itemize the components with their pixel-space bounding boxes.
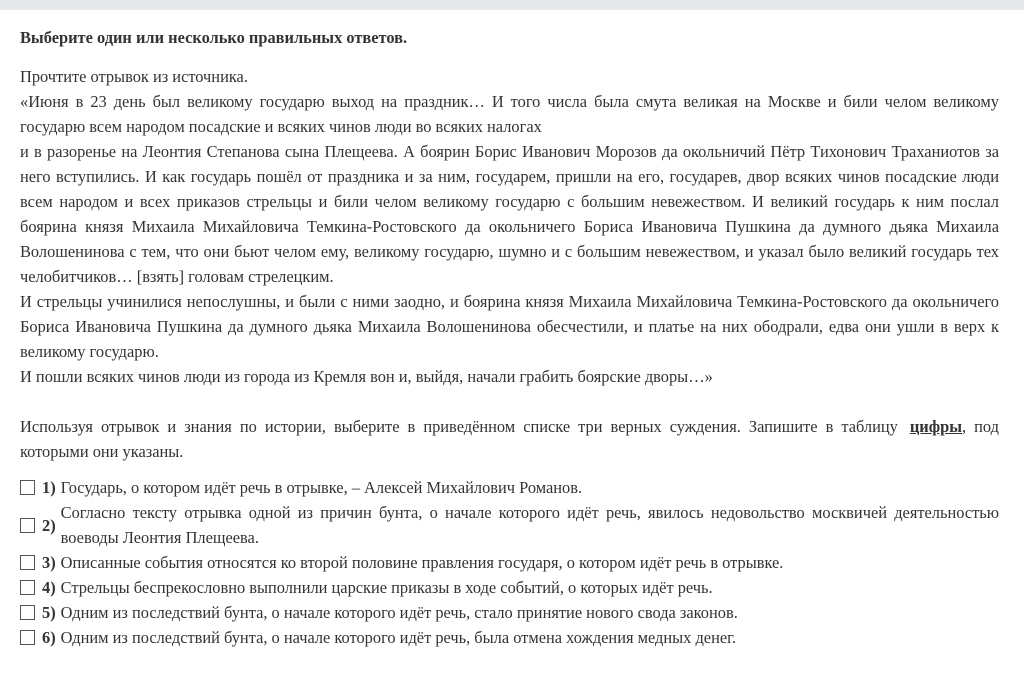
source-intro: Прочтите отрывок из источника. [20, 67, 248, 86]
option-4-number: 4) [42, 578, 56, 597]
option-3-text: Описанные события относятся ко второй половине правления государя, о котором идёт речь в отрывке. [60, 553, 784, 572]
option-4-checkbox[interactable] [20, 580, 35, 595]
option-2-text: Согласно тексту отрывка одной из причин бунта, о начале которого идёт речь, явилось недовольство москвичей деятельностью воеводы Леонтия Плещеева. [60, 503, 999, 547]
source-paragraph-4: И пошли всяких чинов люди из города из Кремля вон и, выйдя, начали грабить боярские дворы…» [20, 367, 713, 386]
option-4-text: Стрельцы беспрекословно выполнили царские приказы в ходе событий, о которых идёт речь. [60, 578, 713, 597]
task-text [20, 414, 999, 464]
answer-option-4[interactable] [20, 575, 999, 600]
answer-option-1[interactable] [20, 475, 999, 500]
option-5-text: Одним из последствий бунта, о начале которого идёт речь, стало принятие нового свода законов. [60, 603, 738, 622]
task-highlight-digits: цифры [909, 417, 963, 436]
answer-option-6[interactable] [20, 625, 999, 650]
instruction-heading: Выберите один или несколько правильных ответов. [20, 28, 408, 47]
top-bar [0, 0, 1024, 10]
option-6-number: 6) [42, 628, 56, 647]
option-6-text: Одним из последствий бунта, о начале которого идёт речь, была отмена хождения медных денег. [60, 628, 737, 647]
answer-option-5[interactable] [20, 600, 999, 625]
option-2-checkbox[interactable] [20, 518, 35, 533]
option-1-checkbox[interactable] [20, 480, 35, 495]
option-2-number: 2) [42, 515, 56, 535]
task-text-after: , под которыми они указаны. [20, 417, 999, 461]
task-text-before: Используя отрывок и знания по истории, выберите в приведённом списке три верных суждения. Запишите в таблицу [20, 417, 898, 436]
option-5-checkbox[interactable] [20, 605, 35, 620]
question-content [20, 25, 999, 650]
answer-option-3[interactable] [20, 550, 999, 575]
option-3-number: 3) [42, 553, 56, 572]
option-1-text: Государь, о котором идёт речь в отрывке, – Алексей Михайлович Романов. [60, 478, 583, 497]
option-5-number: 5) [42, 603, 56, 622]
answer-options [20, 475, 999, 650]
source-paragraph-3: И стрельцы учинилися непослушны, и были с ними заодно, и боярина князя Михаила Михайловича Темкина-Ростовского да окольничего Бориса Ивановича Пушкина да думного дьяка Михаила Волошенинова обесчестили, и платье на них ободрали, едва они ушли в верх к великому государю. [20, 292, 999, 361]
source-paragraph-2: и в разоренье на Леонтия Степанова сына Плещеева. А боярин Борис Иванович Морозов да окольничий Пётр Тихонович Траханиотов за него вступились. И как государь пошёл от праздника и за ним, государем, пришли на его, государев, двор всяких чинов посадские люди всем народом и всех приказов стрельцы и били челом великому государю с большим невежеством. И великий государь к ним послал боярина князя Михаила Михайловича Темкина-Ростовского да окольничего Бориса Ивановича Пушкина да думного дьяка Михаила Волошенинова с тем, что они бьют челом ему, великому государю, шумно и с большим невежеством, и указал было великий государь тех челобитчиков… [взять] головам стрелецким. [20, 142, 999, 286]
option-3-checkbox[interactable] [20, 555, 35, 570]
source-block [20, 64, 999, 389]
option-6-checkbox[interactable] [20, 630, 35, 645]
source-paragraph-1: «Июня в 23 день был великому государю выход на праздник… И того числа была смута великая на Москве и били челом великому государю всем народом посадские и всяких чинов люди во всяких налогах [20, 92, 999, 136]
option-1-number: 1) [42, 478, 56, 497]
answer-option-2[interactable] [20, 500, 999, 550]
